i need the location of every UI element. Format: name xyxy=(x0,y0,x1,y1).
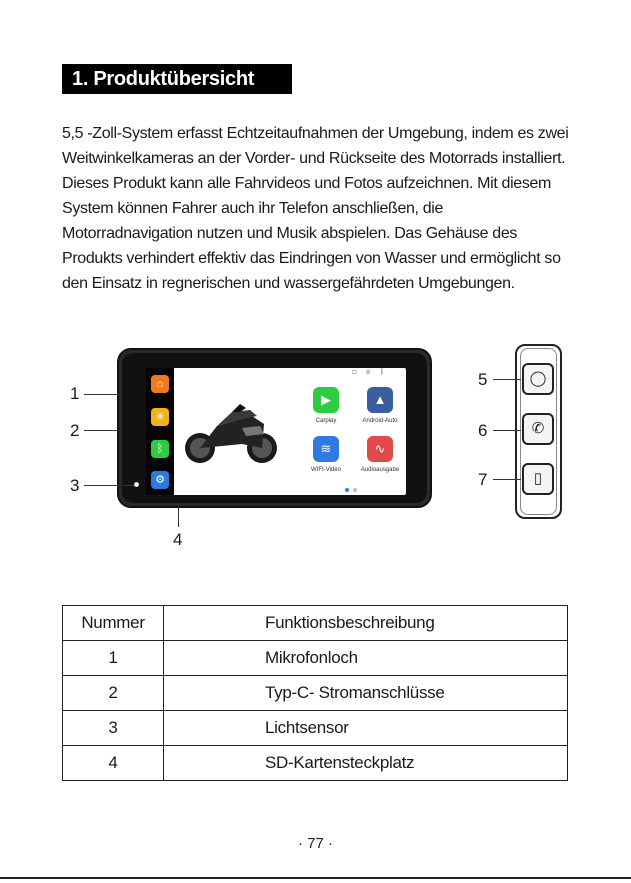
callout-7: 7 xyxy=(478,470,488,489)
motorcycle-image xyxy=(182,398,280,466)
sd-slot-line xyxy=(178,507,179,527)
wifi-icon: ≋ xyxy=(313,436,339,462)
callout-5-line xyxy=(493,379,521,380)
row-number: 2 xyxy=(63,676,164,711)
status-icons: ▢◉ᛒ xyxy=(352,367,394,376)
power-button-icon: ◯ xyxy=(522,363,554,395)
audio-output-label: Audioausgabe xyxy=(360,467,400,473)
row-number: 4 xyxy=(63,746,164,781)
table-row xyxy=(63,676,568,711)
callout-2: 2 xyxy=(70,421,80,440)
page-dot-active xyxy=(345,488,349,492)
callout-3-line xyxy=(84,485,134,486)
page-dot xyxy=(353,488,357,492)
page-number: · 77 · xyxy=(297,835,333,852)
callout-1: 1 xyxy=(70,384,80,403)
callout-3: 3 xyxy=(70,476,80,495)
function-table xyxy=(62,605,568,781)
light-sensor xyxy=(134,482,139,487)
callout-6: 6 xyxy=(478,421,488,440)
table-row xyxy=(63,641,568,676)
row-description: Mikrofonloch xyxy=(164,641,568,676)
row-description: Lichtsensor xyxy=(164,711,568,746)
table-row xyxy=(63,746,568,781)
callout-1-line xyxy=(84,394,120,395)
wifi-video-label: WIFI-Video xyxy=(311,467,341,473)
callout-5: 5 xyxy=(478,370,488,389)
bottom-divider xyxy=(0,877,631,879)
row-number: 3 xyxy=(63,711,164,746)
callout-2-line xyxy=(84,430,120,431)
carplay-tile-icon: ▶ xyxy=(313,387,339,413)
brightness-icon: ☀ xyxy=(151,408,169,426)
row-number: 1 xyxy=(63,641,164,676)
callout-7-line xyxy=(493,479,521,480)
callout-6-line xyxy=(493,430,521,431)
row-description: SD-Kartensteckplatz xyxy=(164,746,568,781)
header-description: Funktionsbeschreibung xyxy=(164,606,568,641)
header-number: Nummer xyxy=(63,606,164,641)
delete-button-icon: ▯ xyxy=(522,463,554,495)
callout-4: 4 xyxy=(173,530,183,549)
row-description: Typ-C- Stromanschlüsse xyxy=(164,676,568,711)
bluetooth-icon: ᛒ xyxy=(151,440,169,458)
android-auto-icon: ▲ xyxy=(367,387,393,413)
android-auto-label: Android-Auto xyxy=(362,418,398,424)
home-icon: ⌂ xyxy=(151,375,169,393)
carplay-label: Carplay xyxy=(315,418,337,424)
table-header-row xyxy=(63,606,568,641)
settings-icon: ⚙ xyxy=(151,471,169,489)
audio-wave-icon: ∿ xyxy=(367,436,393,462)
intro-paragraph: 5,5 -Zoll-System erfasst Echtzeitaufnahmen der Umgebung, indem es zwei Weitwinkelkameras an der Vorder- und Rückseite des Motorrads installiert. Dieses Produkt kann alle Fahrvideos und Fotos aufzeichnen. Mit diesem System können Fahrer auch ihr Telefon anschließen, die Motorradnavigation nutzen und Musik abspielen. Das Gehäuse des Produkts verhindert effektiv das Eindringen von Wasser und ermöglicht so den Einsatz in regnerischen und wassergefährdeten Umgebungen. xyxy=(62,125,569,292)
section-heading: 1. Produktübersicht xyxy=(62,64,292,94)
table-row xyxy=(63,711,568,746)
phone-button-icon: ✆ xyxy=(522,413,554,445)
